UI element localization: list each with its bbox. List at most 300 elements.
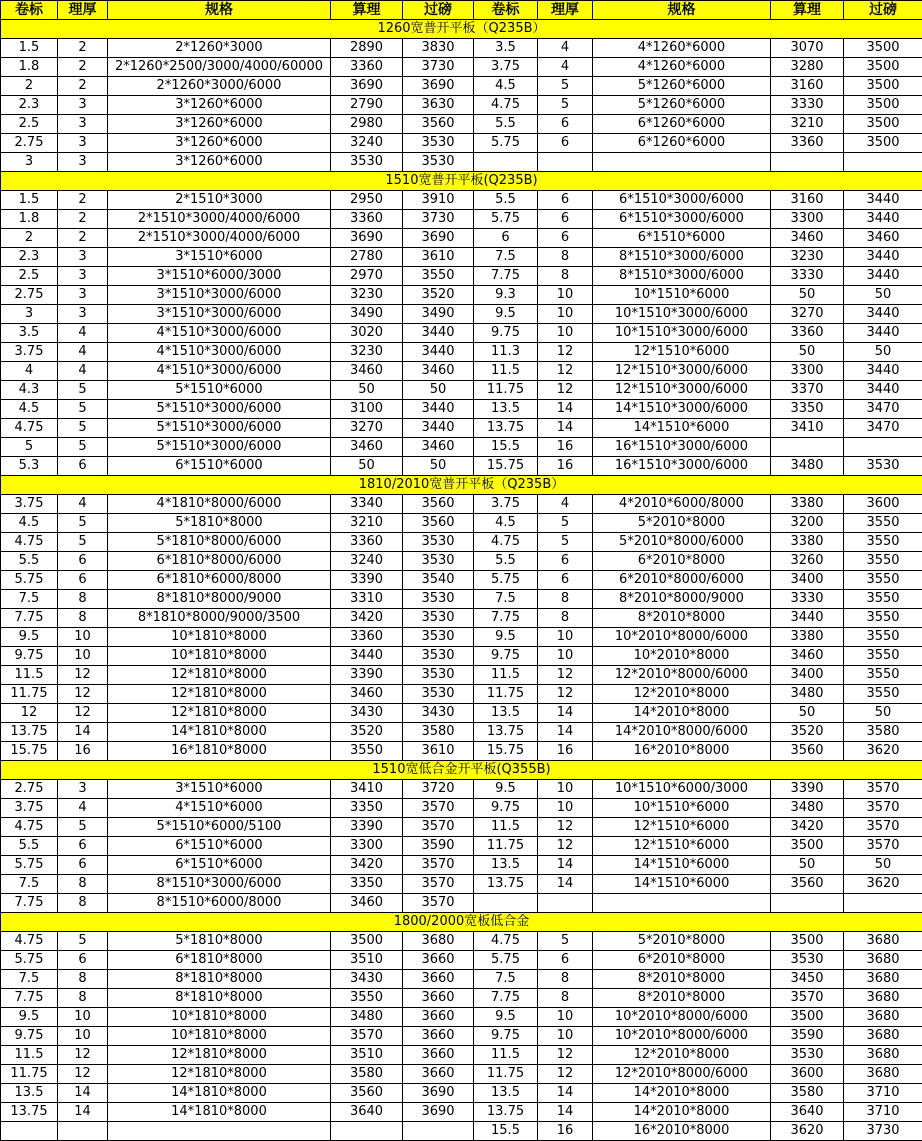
table-cell: 3470 <box>844 419 922 438</box>
table-cell: 12 <box>58 666 108 685</box>
table-cell: 8*1510*3000/6000 <box>593 267 771 286</box>
header-cell-thickness-2: 理厚 <box>538 1 593 20</box>
table-row <box>1 286 922 305</box>
table-cell: 3330 <box>771 267 844 286</box>
table-cell: 10 <box>538 799 593 818</box>
table-cell: 12 <box>1 704 58 723</box>
table-cell: 3390 <box>331 666 403 685</box>
table-cell: 3550 <box>844 647 922 666</box>
header-cell-theoretical-weight-2: 算理 <box>771 1 844 20</box>
table-cell: 10 <box>58 1008 108 1027</box>
table-cell: 3400 <box>771 666 844 685</box>
table-cell: 10*1510*6000 <box>593 799 771 818</box>
table-cell: 6*1510*3000/6000 <box>593 191 771 210</box>
table-cell: 13.75 <box>474 1103 538 1122</box>
table-cell: 11.3 <box>474 343 538 362</box>
table-cell: 2890 <box>331 39 403 58</box>
table-cell: 3460 <box>331 438 403 457</box>
table-cell: 4 <box>538 58 593 77</box>
table-cell: 5 <box>58 400 108 419</box>
table-row <box>1 419 922 438</box>
table-cell: 12*2010*8000/6000 <box>593 666 771 685</box>
table-cell: 3500 <box>844 77 922 96</box>
table-cell: 4*2010*6000/8000 <box>593 495 771 514</box>
table-cell: 5.5 <box>474 191 538 210</box>
table-cell: 9.75 <box>474 647 538 666</box>
table-cell: 3580 <box>331 1065 403 1084</box>
table-cell: 3460 <box>403 362 474 381</box>
table-cell: 4 <box>58 324 108 343</box>
table-cell: 3400 <box>771 571 844 590</box>
section-title: 1260宽普开平板（Q235B） <box>1 20 922 39</box>
table-cell: 5.5 <box>474 115 538 134</box>
table-cell: 5 <box>58 533 108 552</box>
table-cell: 3530 <box>331 153 403 172</box>
table-cell: 4.75 <box>1 932 58 951</box>
table-cell: 16*2010*8000 <box>593 1122 771 1141</box>
table-cell: 3600 <box>771 1065 844 1084</box>
table-cell: 3570 <box>403 856 474 875</box>
table-cell: 8*1810*8000/9000/3500 <box>108 609 331 628</box>
table-cell: 7.75 <box>474 989 538 1008</box>
table-cell: 3.75 <box>474 495 538 514</box>
table-row <box>1 1027 922 1046</box>
table-cell: 2.5 <box>1 267 58 286</box>
table-cell: 3.5 <box>1 324 58 343</box>
table-cell: 10*2010*8000/6000 <box>593 1008 771 1027</box>
table-cell: 3550 <box>844 666 922 685</box>
table-cell: 10*2010*8000/6000 <box>593 628 771 647</box>
table-cell: 5 <box>538 514 593 533</box>
table-row <box>1 533 922 552</box>
table-cell: 3 <box>58 248 108 267</box>
table-cell: 10*1810*8000 <box>108 628 331 647</box>
table-cell: 3710 <box>844 1103 922 1122</box>
table-cell: 3.5 <box>474 39 538 58</box>
table-cell: 3460 <box>403 438 474 457</box>
table-cell: 4*1510*3000/6000 <box>108 362 331 381</box>
table-cell: 3310 <box>331 590 403 609</box>
table-cell: 14 <box>538 1084 593 1103</box>
table-cell: 3 <box>58 267 108 286</box>
table-cell: 6 <box>538 571 593 590</box>
table-cell: 3530 <box>403 533 474 552</box>
table-cell: 3830 <box>403 39 474 58</box>
table-cell: 14 <box>538 723 593 742</box>
table-cell: 3730 <box>403 58 474 77</box>
table-cell: 3280 <box>771 58 844 77</box>
table-cell: 3270 <box>771 305 844 324</box>
table-cell: 3690 <box>331 229 403 248</box>
table-cell: 3530 <box>403 647 474 666</box>
table-cell: 2970 <box>331 267 403 286</box>
table-cell: 3640 <box>771 1103 844 1122</box>
table-cell: 7.5 <box>474 590 538 609</box>
table-cell: 3690 <box>403 229 474 248</box>
table-cell: 2780 <box>331 248 403 267</box>
table-cell: 2 <box>1 77 58 96</box>
table-cell: 3570 <box>403 818 474 837</box>
table-cell: 3390 <box>331 571 403 590</box>
table-cell: 3*1510*6000 <box>108 248 331 267</box>
table-cell: 3530 <box>403 552 474 571</box>
table-cell: 3630 <box>403 96 474 115</box>
table-cell: 3570 <box>844 780 922 799</box>
table-cell: 3550 <box>844 552 922 571</box>
table-cell: 8 <box>58 989 108 1008</box>
table-cell: 3500 <box>844 39 922 58</box>
table-cell: 12*1510*6000 <box>593 818 771 837</box>
table-cell: 10 <box>538 286 593 305</box>
table-cell: 3560 <box>403 514 474 533</box>
table-cell: 3610 <box>403 248 474 267</box>
table-row <box>1 552 922 571</box>
table-cell: 3550 <box>844 590 922 609</box>
table-cell: 5*2010*8000/6000 <box>593 533 771 552</box>
table-cell: 3 <box>1 153 58 172</box>
table-cell: 3680 <box>844 970 922 989</box>
header-cell-weighed: 过磅 <box>403 1 474 20</box>
table-cell: 1.8 <box>1 58 58 77</box>
table-cell: 1.8 <box>1 210 58 229</box>
table-cell: 8*1510*3000/6000 <box>593 248 771 267</box>
table-cell: 14 <box>58 723 108 742</box>
table-cell: 5 <box>538 96 593 115</box>
table-cell: 3420 <box>771 818 844 837</box>
table-row <box>1 343 922 362</box>
table-cell: 12 <box>538 666 593 685</box>
table-cell: 16 <box>538 1122 593 1141</box>
table-cell: 3550 <box>844 685 922 704</box>
table-cell: 2*1510*3000/4000/6000 <box>108 229 331 248</box>
table-cell <box>1 1122 58 1141</box>
table-cell: 3260 <box>771 552 844 571</box>
table-cell: 3490 <box>403 305 474 324</box>
table-row <box>1 704 922 723</box>
section-title-row <box>1 913 922 932</box>
table-cell: 2.3 <box>1 248 58 267</box>
table-row <box>1 1008 922 1027</box>
header-cell-weighed-2: 过磅 <box>844 1 922 20</box>
table-cell: 3540 <box>403 571 474 590</box>
table-cell: 8*2010*8000 <box>593 989 771 1008</box>
table-cell: 3610 <box>403 742 474 761</box>
table-cell: 3440 <box>403 419 474 438</box>
table-cell: 8 <box>58 970 108 989</box>
table-cell: 9.75 <box>1 647 58 666</box>
table-cell <box>593 153 771 172</box>
table-cell: 10*1810*8000 <box>108 1008 331 1027</box>
table-cell: 3360 <box>331 628 403 647</box>
table-cell: 12 <box>538 362 593 381</box>
table-cell: 15.75 <box>474 457 538 476</box>
table-cell: 3160 <box>771 77 844 96</box>
table-cell: 3380 <box>771 495 844 514</box>
table-cell: 14 <box>538 856 593 875</box>
table-cell: 50 <box>771 704 844 723</box>
table-cell: 5.75 <box>1 856 58 875</box>
table-cell: 5*1510*3000/6000 <box>108 419 331 438</box>
table-cell: 4 <box>58 343 108 362</box>
table-cell: 3440 <box>844 267 922 286</box>
table-cell: 3560 <box>403 495 474 514</box>
table-cell: 10*1510*6000 <box>593 286 771 305</box>
table-cell: 10 <box>538 647 593 666</box>
table-cell: 3 <box>58 153 108 172</box>
table-cell: 3600 <box>844 495 922 514</box>
table-row <box>1 457 922 476</box>
table-cell: 12 <box>538 1065 593 1084</box>
table-cell: 3 <box>58 134 108 153</box>
table-cell <box>474 153 538 172</box>
table-row <box>1 58 922 77</box>
table-cell: 14*2010*8000/6000 <box>593 723 771 742</box>
table-cell: 8*2010*8000 <box>593 970 771 989</box>
table-cell: 3480 <box>771 799 844 818</box>
table-cell: 5 <box>58 818 108 837</box>
table-cell: 2*1510*3000 <box>108 191 331 210</box>
table-row <box>1 134 922 153</box>
table-cell: 16*1810*8000 <box>108 742 331 761</box>
table-row <box>1 970 922 989</box>
table-cell: 3530 <box>403 153 474 172</box>
table-cell: 5.75 <box>474 951 538 970</box>
table-cell: 3 <box>58 780 108 799</box>
table-row <box>1 837 922 856</box>
table-cell: 12*2010*8000/6000 <box>593 1065 771 1084</box>
table-cell: 3660 <box>403 1046 474 1065</box>
table-cell: 12*1810*8000 <box>108 666 331 685</box>
table-cell: 3*1260*6000 <box>108 134 331 153</box>
table-row <box>1 723 922 742</box>
table-cell: 6*2010*8000 <box>593 951 771 970</box>
table-cell: 13.5 <box>474 1084 538 1103</box>
table-cell: 3370 <box>771 381 844 400</box>
table-cell: 3480 <box>771 457 844 476</box>
table-cell: 12*1810*8000 <box>108 1046 331 1065</box>
table-cell: 3410 <box>771 419 844 438</box>
table-cell: 5.75 <box>1 951 58 970</box>
table-cell: 3660 <box>403 970 474 989</box>
table-cell: 3360 <box>771 324 844 343</box>
table-row <box>1 647 922 666</box>
table-cell: 3660 <box>403 989 474 1008</box>
table-cell: 6*1260*6000 <box>593 134 771 153</box>
table-cell: 8*2010*8000/9000 <box>593 590 771 609</box>
table-row <box>1 191 922 210</box>
table-cell: 8*1510*3000/6000 <box>108 875 331 894</box>
table-cell: 5.3 <box>1 457 58 476</box>
table-cell: 3530 <box>771 951 844 970</box>
table-cell: 3500 <box>844 96 922 115</box>
table-cell: 7.75 <box>1 989 58 1008</box>
table-cell: 6*1810*6000/8000 <box>108 571 331 590</box>
section-title-row <box>1 476 922 495</box>
table-cell: 14*1810*8000 <box>108 1084 331 1103</box>
table-cell: 3500 <box>771 837 844 856</box>
table-row <box>1 1103 922 1122</box>
table-cell: 14*1510*6000 <box>593 875 771 894</box>
table-cell: 14 <box>538 875 593 894</box>
table-cell: 2790 <box>331 96 403 115</box>
table-cell: 3620 <box>771 1122 844 1141</box>
table-row <box>1 818 922 837</box>
table-cell: 5*1260*6000 <box>593 96 771 115</box>
table-cell: 3460 <box>771 229 844 248</box>
table-cell: 3570 <box>403 875 474 894</box>
table-cell: 50 <box>771 343 844 362</box>
table-cell: 3720 <box>403 780 474 799</box>
table-cell: 11.75 <box>1 685 58 704</box>
table-cell: 3070 <box>771 39 844 58</box>
table-cell: 10*1810*8000 <box>108 1027 331 1046</box>
table-cell: 3 <box>58 115 108 134</box>
table-cell: 3440 <box>844 305 922 324</box>
table-cell: 12*1810*8000 <box>108 685 331 704</box>
table-cell: 3*1260*6000 <box>108 153 331 172</box>
table-cell: 3590 <box>771 1027 844 1046</box>
table-cell: 5.5 <box>474 552 538 571</box>
table-cell: 8 <box>538 989 593 1008</box>
table-cell: 8 <box>538 248 593 267</box>
table-cell: 4 <box>58 799 108 818</box>
table-row <box>1 780 922 799</box>
table-cell: 2*1260*3000/6000 <box>108 77 331 96</box>
table-cell: 14*1510*6000 <box>593 856 771 875</box>
table-cell: 3530 <box>403 685 474 704</box>
table-cell: 14*2010*8000 <box>593 1103 771 1122</box>
table-row <box>1 799 922 818</box>
table-cell: 2 <box>58 191 108 210</box>
table-cell: 3460 <box>331 685 403 704</box>
table-row <box>1 210 922 229</box>
table-cell: 8 <box>538 590 593 609</box>
table-cell: 11.75 <box>474 381 538 400</box>
table-cell: 3620 <box>844 875 922 894</box>
table-cell: 3500 <box>844 58 922 77</box>
table-cell: 4 <box>58 362 108 381</box>
table-cell: 15.75 <box>1 742 58 761</box>
table-cell: 3570 <box>771 989 844 1008</box>
table-cell: 4.3 <box>1 381 58 400</box>
table-cell: 3500 <box>844 134 922 153</box>
table-cell: 3360 <box>331 58 403 77</box>
table-cell: 7.5 <box>1 875 58 894</box>
table-cell: 11.75 <box>474 1065 538 1084</box>
table-cell: 8 <box>58 894 108 913</box>
table-row <box>1 381 922 400</box>
table-cell: 14 <box>538 419 593 438</box>
table-cell: 3580 <box>771 1084 844 1103</box>
table-row <box>1 742 922 761</box>
table-cell: 4*1510*3000/6000 <box>108 343 331 362</box>
table-cell: 6 <box>58 856 108 875</box>
table-cell: 14 <box>538 704 593 723</box>
table-cell: 12 <box>58 1065 108 1084</box>
table-cell: 3550 <box>331 742 403 761</box>
table-cell: 3230 <box>331 286 403 305</box>
table-cell: 3450 <box>771 970 844 989</box>
table-cell: 3550 <box>844 609 922 628</box>
table-cell: 5.75 <box>1 571 58 590</box>
table-row <box>1 590 922 609</box>
table-cell: 4.5 <box>474 514 538 533</box>
table-cell: 3520 <box>331 723 403 742</box>
table-cell: 14 <box>538 400 593 419</box>
table-cell: 3240 <box>331 552 403 571</box>
table-cell: 12*1510*6000 <box>593 837 771 856</box>
table-cell: 15.5 <box>474 1122 538 1141</box>
table-cell: 5 <box>58 438 108 457</box>
table-cell: 3680 <box>403 932 474 951</box>
table-cell: 9.5 <box>474 780 538 799</box>
table-cell: 3480 <box>771 685 844 704</box>
table-cell: 12 <box>538 381 593 400</box>
table-cell: 4.5 <box>1 400 58 419</box>
table-row <box>1 571 922 590</box>
table-cell: 4.75 <box>474 533 538 552</box>
table-cell: 1.5 <box>1 191 58 210</box>
table-cell: 3440 <box>844 191 922 210</box>
table-cell: 50 <box>844 704 922 723</box>
table-cell: 12*1510*6000 <box>593 343 771 362</box>
table-cell: 3520 <box>771 723 844 742</box>
table-cell: 3680 <box>844 951 922 970</box>
table-cell: 6*1510*6000 <box>593 229 771 248</box>
table-cell: 4 <box>538 495 593 514</box>
table-cell: 6 <box>58 951 108 970</box>
table-cell: 3440 <box>844 362 922 381</box>
table-cell: 6 <box>58 457 108 476</box>
table-cell: 3490 <box>331 305 403 324</box>
table-cell: 11.5 <box>474 666 538 685</box>
table-cell: 6 <box>474 229 538 248</box>
table-cell <box>538 153 593 172</box>
table-cell: 9.5 <box>474 1008 538 1027</box>
table-cell: 7.5 <box>1 590 58 609</box>
table-cell: 12 <box>538 685 593 704</box>
table-cell: 6*2010*8000 <box>593 552 771 571</box>
table-cell: 2 <box>58 77 108 96</box>
table-cell: 3570 <box>844 799 922 818</box>
header-cell-theoretical-weight: 算理 <box>331 1 403 20</box>
table-cell: 9.75 <box>1 1027 58 1046</box>
table-cell: 6 <box>538 229 593 248</box>
table-cell: 12*1510*3000/6000 <box>593 362 771 381</box>
table-cell: 10*2010*8000/6000 <box>593 1027 771 1046</box>
table-cell: 12 <box>58 685 108 704</box>
table-cell: 3440 <box>403 400 474 419</box>
table-cell: 8*2010*8000 <box>593 609 771 628</box>
table-cell: 3270 <box>331 419 403 438</box>
table-row <box>1 305 922 324</box>
table-cell: 50 <box>844 856 922 875</box>
table-cell: 3660 <box>403 1008 474 1027</box>
table-cell: 3460 <box>331 362 403 381</box>
table-cell: 3640 <box>331 1103 403 1122</box>
table-cell: 3470 <box>844 400 922 419</box>
table-cell: 16 <box>538 438 593 457</box>
table-cell: 3570 <box>403 799 474 818</box>
table-cell: 3680 <box>844 1008 922 1027</box>
table-cell: 10 <box>538 780 593 799</box>
table-cell: 2.75 <box>1 780 58 799</box>
table-cell: 3560 <box>771 875 844 894</box>
table-cell: 5.75 <box>474 571 538 590</box>
table-cell: 3680 <box>844 1065 922 1084</box>
table-cell <box>844 153 922 172</box>
table-cell: 9.5 <box>474 628 538 647</box>
